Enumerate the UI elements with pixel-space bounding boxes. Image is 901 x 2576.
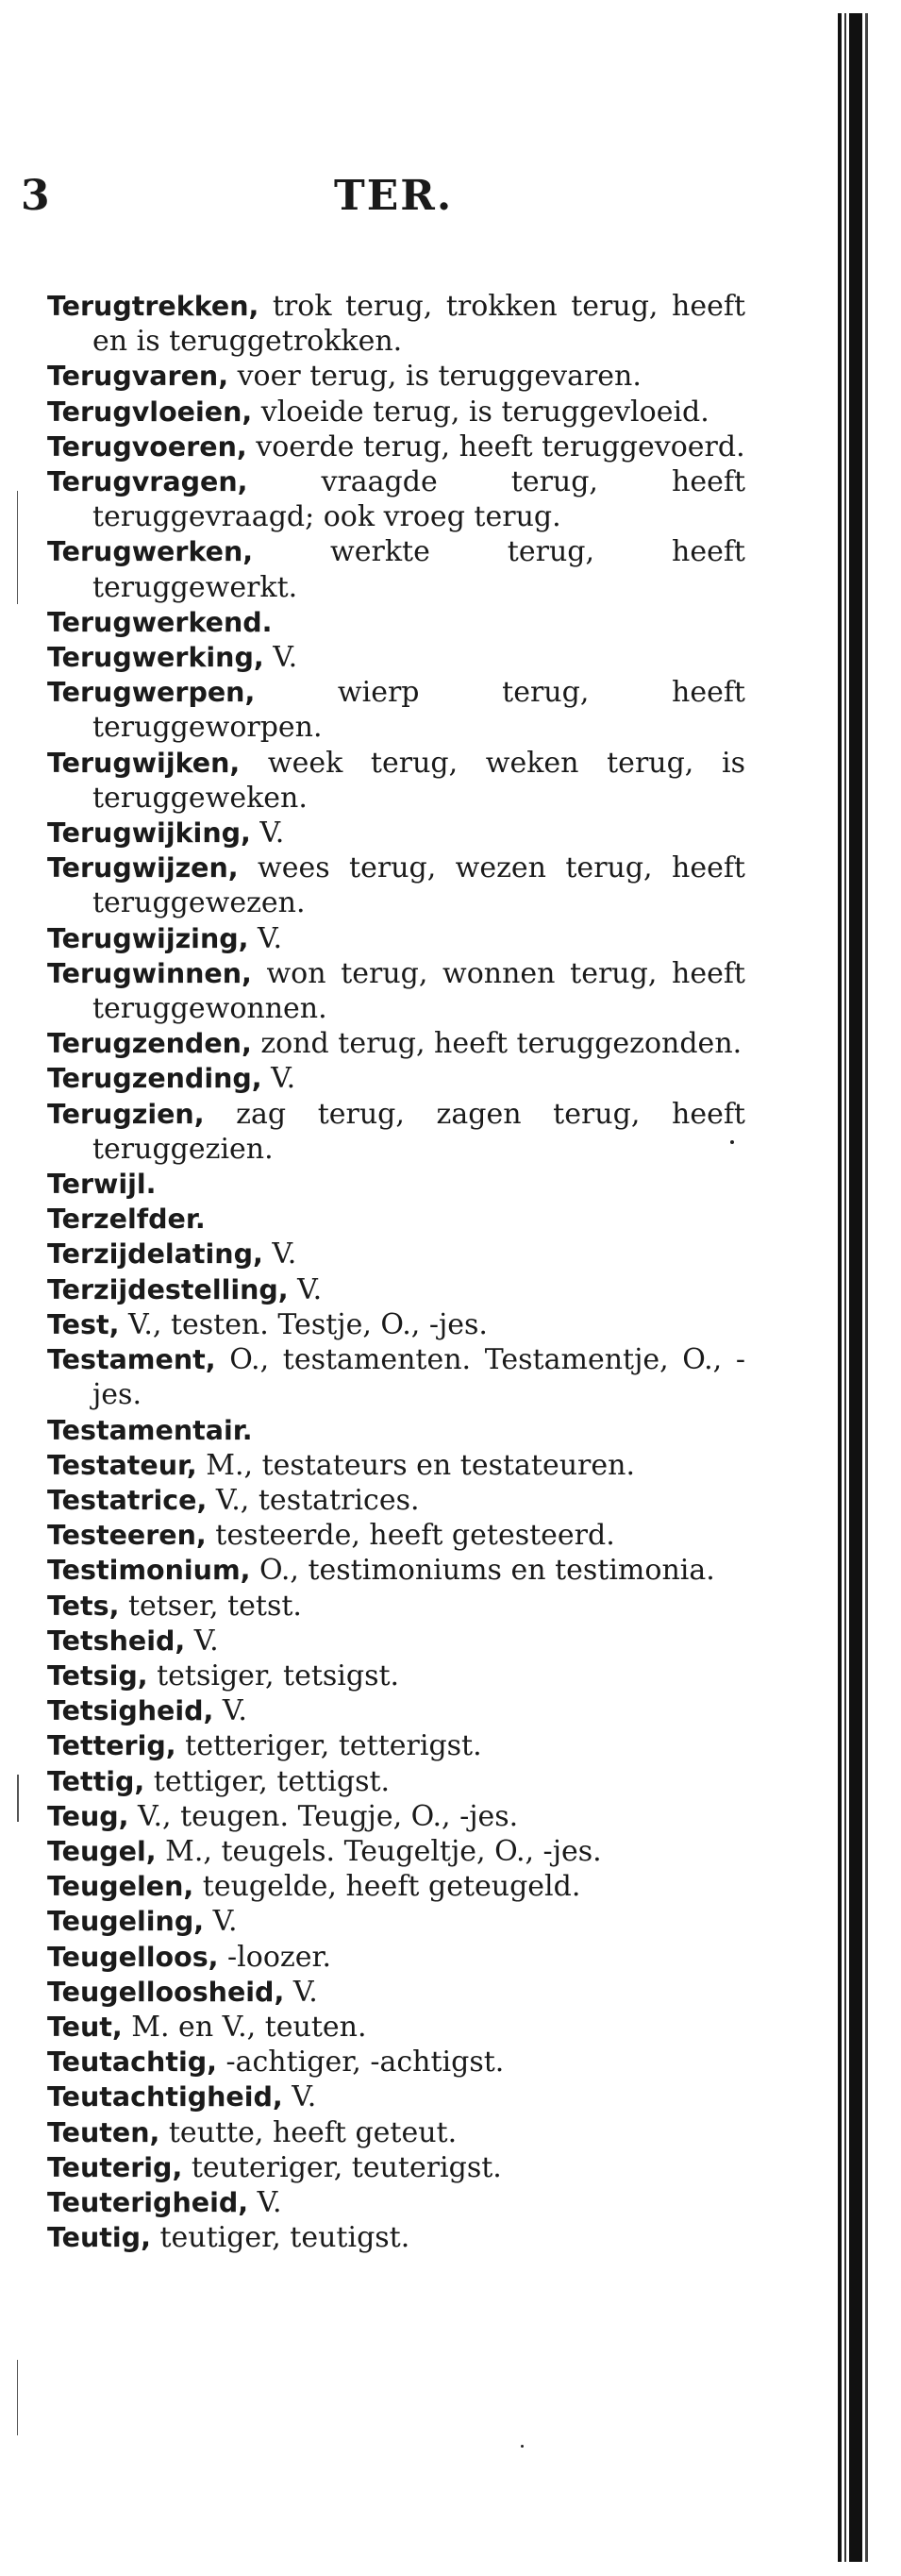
entry-headword: Terugwerken, bbox=[47, 536, 254, 568]
entry-headword: Terwijl. bbox=[47, 1169, 157, 1201]
dictionary-entry bbox=[47, 429, 745, 464]
dictionary-entry bbox=[47, 1202, 745, 1237]
dictionary-entry bbox=[47, 2185, 745, 2220]
dictionary-entry bbox=[47, 2010, 745, 2045]
entry-definition: teutte, heeft geteut. bbox=[159, 2115, 458, 2149]
ink-speck bbox=[730, 1140, 734, 1144]
entry-definition: -loozer. bbox=[218, 1940, 332, 1974]
dictionary-entry bbox=[47, 1904, 745, 1939]
entry-headword: Terugvragen, bbox=[47, 466, 248, 498]
dictionary-entry bbox=[47, 1097, 745, 1167]
entry-definition: teutiger, teutigst. bbox=[150, 2221, 410, 2255]
entry-headword: Terugvoeren, bbox=[47, 430, 247, 463]
entry-definition: M. en V., teuten. bbox=[122, 2010, 367, 2044]
dictionary-entry bbox=[47, 2115, 745, 2150]
entry-headword: Terugwijking, bbox=[47, 817, 251, 850]
entry-headword: Teugelloos, bbox=[47, 1941, 219, 1973]
entry-headword: Terzijdestelling, bbox=[47, 1273, 289, 1305]
page-number: 3 bbox=[21, 172, 51, 220]
dictionary-entry bbox=[47, 1624, 745, 1658]
dictionary-entry bbox=[47, 1272, 745, 1307]
entry-definition: wees terug, wezen terug, heeft teruggewezen. bbox=[92, 851, 745, 920]
entry-definition: O., testamenten. Testamentje, O., -jes. bbox=[92, 1343, 745, 1412]
entry-headword: Teutig, bbox=[47, 2222, 151, 2254]
margin-mark bbox=[17, 491, 18, 604]
entry-headword: Teug, bbox=[47, 1800, 129, 1832]
dictionary-entry bbox=[47, 2079, 745, 2114]
entry-headword: Tetsheid, bbox=[47, 1625, 186, 1657]
entry-headword: Terugzien, bbox=[47, 1098, 205, 1130]
dictionary-entry bbox=[47, 746, 745, 816]
dictionary-entry bbox=[47, 1483, 745, 1518]
entry-definition: tetteriger, tetterigst. bbox=[175, 1729, 482, 1763]
entry-headword: Tettig, bbox=[47, 1765, 145, 1797]
entry-headword: Terugzending, bbox=[47, 1063, 262, 1095]
dictionary-entry bbox=[47, 1061, 745, 1096]
entry-definition: M., testateurs en testateuren. bbox=[196, 1448, 636, 1482]
entry-headword: Teuterigheid, bbox=[47, 2186, 249, 2218]
entry-headword: Terugwijken, bbox=[47, 747, 241, 779]
entry-definition: O., testimoniums en testimonia. bbox=[250, 1554, 715, 1588]
entry-definition: voerde terug, heeft teruggevoerd. bbox=[246, 429, 745, 463]
entry-definition: V., teugen. Teugje, O., -jes. bbox=[128, 1799, 519, 1833]
dictionary-entry bbox=[47, 1589, 745, 1624]
dictionary-entry bbox=[47, 1167, 745, 1202]
entry-headword: Terugwerking, bbox=[47, 642, 264, 674]
entry-definition: V. bbox=[250, 817, 285, 850]
dictionary-entry bbox=[47, 1413, 745, 1448]
dictionary-entry bbox=[47, 1342, 745, 1412]
dictionary-entry bbox=[47, 1940, 745, 1975]
dictionary-entry bbox=[47, 1307, 745, 1342]
entry-headword: Testament, bbox=[47, 1344, 216, 1376]
entry-headword: Testatrice, bbox=[47, 1484, 208, 1516]
entry-headword: Terugtrekken, bbox=[47, 291, 259, 322]
entry-definition: tettiger, tettigst. bbox=[144, 1764, 391, 1798]
dictionary-entry bbox=[47, 1518, 745, 1553]
dictionary-entry bbox=[47, 1448, 745, 1483]
entry-definition: werkte terug, heeft teruggewerkt. bbox=[92, 535, 745, 604]
dictionary-entry bbox=[47, 1799, 745, 1834]
dictionary-entry bbox=[47, 956, 745, 1026]
entry-headword: Terugwijzing, bbox=[47, 922, 249, 954]
entry-definition: V. bbox=[248, 2185, 282, 2219]
entry-headword: Terzijdelating, bbox=[47, 1238, 263, 1271]
ink-speck bbox=[521, 2445, 524, 2448]
entry-definition: V. bbox=[282, 2080, 317, 2114]
entry-headword: Terugvloeien, bbox=[47, 396, 253, 428]
entry-headword: Terugvaren, bbox=[47, 361, 229, 393]
entry-headword: Testimonium, bbox=[47, 1555, 251, 1587]
dictionary-entry bbox=[47, 1869, 745, 1904]
entry-definition: teugelde, heeft geteugeld. bbox=[193, 1870, 581, 1904]
margin-mark bbox=[17, 2360, 18, 2435]
entry-definition: teuteriger, teuterigst. bbox=[182, 2150, 502, 2184]
dictionary-entry bbox=[47, 464, 745, 534]
entry-headword: Teugel, bbox=[47, 1835, 157, 1867]
entry-definition: vraagde terug, heeft teruggevraagd; ook vroeg terug. bbox=[92, 465, 745, 534]
entry-definition: won terug, wonnen terug, heeft teruggewonnen. bbox=[92, 956, 745, 1026]
entry-headword: Teugelloosheid, bbox=[47, 1976, 285, 2008]
entry-list bbox=[47, 289, 745, 2255]
dictionary-entry bbox=[47, 921, 745, 956]
entry-definition: wierp terug, heeft teruggeworpen. bbox=[92, 676, 745, 745]
entry-headword: Testamentair. bbox=[47, 1414, 253, 1446]
entry-headword: Tetsig, bbox=[47, 1659, 148, 1692]
dictionary-entry bbox=[47, 640, 745, 675]
entry-definition: zond terug, heeft teruggezonden. bbox=[251, 1027, 742, 1061]
entry-headword: Terugwerkend. bbox=[47, 606, 273, 638]
dictionary-entry bbox=[47, 1693, 745, 1728]
running-head: TER. bbox=[334, 172, 454, 220]
entry-headword: Terugzenden, bbox=[47, 1028, 252, 1060]
dictionary-entry bbox=[47, 816, 745, 850]
entry-headword: Teutachtigheid, bbox=[47, 2081, 283, 2113]
entry-definition: trok terug, trokken terug, heeft en is teruggetrokken. bbox=[92, 290, 745, 359]
dictionary-entry bbox=[47, 1237, 745, 1271]
entry-headword: Teutachtig, bbox=[47, 2046, 217, 2079]
dictionary-entry bbox=[47, 605, 745, 640]
entry-definition: V. bbox=[262, 1237, 297, 1271]
entry-definition: zag terug, zagen terug, heeft teruggezien. bbox=[92, 1097, 745, 1166]
entry-headword: Testateur, bbox=[47, 1449, 197, 1481]
entry-headword: Terugwinnen, bbox=[47, 957, 252, 989]
entry-definition: V. bbox=[204, 1905, 238, 1939]
entry-definition: vloeide terug, is teruggevloeid. bbox=[252, 395, 709, 429]
entry-headword: Terugwerpen, bbox=[47, 677, 256, 709]
entry-headword: Terugwijzen, bbox=[47, 852, 239, 884]
entry-definition: -achtiger, -achtigst. bbox=[216, 2046, 505, 2079]
entry-definition: voer terug, is teruggevaren. bbox=[228, 360, 642, 394]
entry-headword: Teugelen, bbox=[47, 1871, 194, 1903]
entry-headword: Tetsigheid, bbox=[47, 1695, 214, 1727]
dictionary-entry bbox=[47, 1834, 745, 1869]
entry-definition: V. bbox=[213, 1694, 247, 1728]
dictionary-entry bbox=[47, 2150, 745, 2185]
dictionary-entry bbox=[47, 1975, 745, 2010]
entry-headword: Teugeling, bbox=[47, 1906, 205, 1938]
entry-headword: Teuten, bbox=[47, 2116, 160, 2148]
entry-headword: Testeeren, bbox=[47, 1520, 207, 1552]
entry-headword: Tetterig, bbox=[47, 1730, 176, 1762]
dictionary-entry bbox=[47, 1026, 745, 1061]
entry-definition: V., testatrices. bbox=[207, 1483, 420, 1517]
dictionary-entry bbox=[47, 2220, 745, 2255]
dictionary-entry bbox=[47, 850, 745, 920]
dictionary-entry bbox=[47, 359, 745, 394]
entry-headword: Terzelfder. bbox=[47, 1204, 206, 1236]
dictionary-entry bbox=[47, 534, 745, 604]
entry-headword: Teut, bbox=[47, 2011, 123, 2043]
dictionary-entry bbox=[47, 1728, 745, 1763]
entry-definition: V. bbox=[185, 1624, 219, 1658]
entry-definition: V. bbox=[288, 1272, 323, 1306]
entry-definition: V. bbox=[284, 1975, 318, 2009]
dictionary-entry bbox=[47, 1658, 745, 1693]
dictionary-entry bbox=[47, 2045, 745, 2079]
entry-definition: M., teugels. Teugeltje, O., -jes. bbox=[156, 1834, 602, 1868]
dictionary-entry bbox=[47, 1764, 745, 1799]
dictionary-entry bbox=[47, 395, 745, 429]
dictionary-entry bbox=[47, 289, 745, 359]
entry-definition: testeerde, heeft getesteerd. bbox=[206, 1519, 615, 1553]
entry-definition: tetser, tetst. bbox=[119, 1589, 302, 1623]
entry-definition: V. bbox=[263, 641, 298, 675]
entry-headword: Test, bbox=[47, 1308, 120, 1340]
entry-headword: Teuterig, bbox=[47, 2151, 183, 2183]
entry-definition: week terug, weken terug, is teruggeweken. bbox=[92, 746, 745, 815]
entry-definition: tetsiger, tetsigst. bbox=[147, 1658, 400, 1692]
entry-definition: V. bbox=[248, 921, 282, 955]
entry-headword: Tets, bbox=[47, 1590, 120, 1622]
dictionary-entry bbox=[47, 1553, 745, 1588]
dictionary-entry bbox=[47, 675, 745, 745]
margin-mark bbox=[17, 1775, 19, 1822]
entry-definition: V. bbox=[261, 1062, 296, 1096]
entry-definition: V., testen. Testje, O., -jes. bbox=[119, 1307, 488, 1341]
